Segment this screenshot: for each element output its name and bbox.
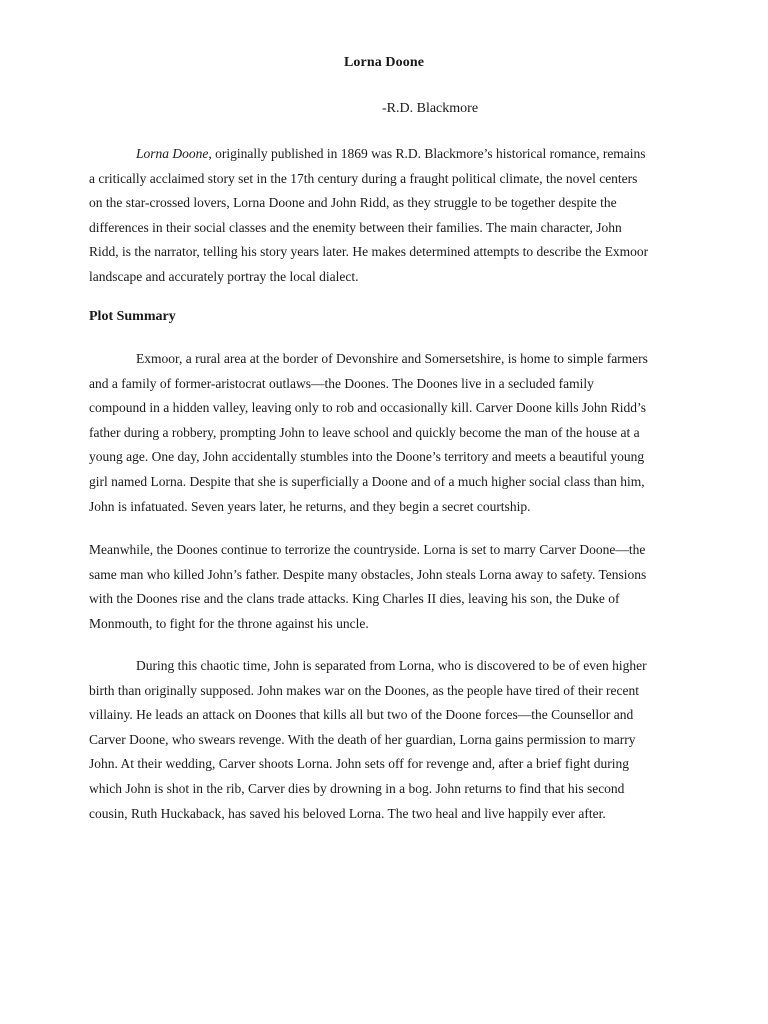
p1-line-2: and a family of former-aristocrat outlaws—the Doones. The Doones live in a secluded family	[89, 375, 594, 391]
p1-line-7: John is infatuated. Seven years later, he returns, and they begin a secret courtship.	[89, 498, 531, 514]
intro-line-2: a critically acclaimed story set in the 17th century during a fraught political climate, the novel centers	[89, 170, 638, 186]
document-author: -R.D. Blackmore	[382, 101, 479, 116]
intro-line-4: differences in their social classes and the enemity between their families. The main character, John	[89, 219, 622, 235]
p3-line-7: cousin, Ruth Huckaback, has saved his beloved Lorna. The two heal and live happily ever after.	[89, 805, 606, 821]
intro-line-3: on the star-crossed lovers, Lorna Doone and John Ridd, as they struggle to be together despite the	[89, 195, 617, 211]
p1-line-3: compound in a hidden valley, leaving only to rob and occasionally kill. Carver Doone kills John Ridd’s	[89, 400, 647, 416]
p1-line-1: Exmoor, a rural area at the border of Devonshire and Somersetshire, is home to simple farmers	[136, 351, 648, 366]
document-title: Lorna Doone	[343, 55, 425, 70]
intro-line-6: landscape and accurately portray the local dialect.	[89, 268, 359, 284]
p2-line-4: Monmouth, to fight for the throne against his uncle.	[89, 615, 369, 631]
intro-italic-title: Lorna Doone	[136, 146, 209, 161]
p3-line-6: which John is shot in the rib, Carver dies by drowning in a bog. John returns to find that his second	[89, 780, 625, 796]
p1-line-4: father during a robbery, prompting John to leave school and quickly become the man of the house at a	[89, 424, 640, 440]
p3-line-2: birth than originally supposed. John makes war on the Doones, as the people have tired of their recent	[89, 682, 639, 698]
p3-line-4: Carver Doone, who swears revenge. With the death of her guardian, Lorna gains permission to marry	[89, 731, 636, 747]
p2-line-3: with the Doones rise and the clans trade attacks. King Charles II dies, leaving his son, the Duke of	[89, 591, 620, 607]
intro-line-5: Ridd, is the narrator, telling his story years later. He makes determined attempts to describe the Exmoor	[89, 244, 649, 260]
p1-line-6: girl named Lorna. Despite that she is superficially a Doone and of a much higher social class than him,	[89, 473, 645, 489]
plot-paragraph-1	[89, 347, 689, 519]
p3-line-5: John. At their wedding, Carver shoots Lorna. John sets off for revenge and, after a brief fight during	[89, 756, 629, 772]
plot-paragraph-3	[89, 654, 689, 826]
p3-line-3: villainy. He leads an attack on Doones that kills all but two of the Doone forces—the Counsellor and	[89, 707, 634, 723]
section-heading-plot-summary: Plot Summary	[89, 309, 176, 324]
p2-line-1: Meanwhile, the Doones continue to terrorize the countryside. Lorna is set to marry Carver Doone—the	[89, 542, 646, 557]
intro-line-1: Lorna Doone, originally published in 1869 was R.D. Blackmore’s historical romance, remains	[136, 146, 646, 161]
plot-paragraph-2	[89, 538, 689, 636]
p3-line-1: During this chaotic time, John is separated from Lorna, who is discovered to be of even higher	[136, 658, 647, 673]
p1-line-5: young age. One day, John accidentally stumbles into the Doone’s territory and meets a beautiful young	[89, 449, 645, 465]
p2-line-2: same man who killed John’s father. Despite many obstacles, John steals Lorna away to safety. Tensions	[89, 566, 647, 582]
intro-paragraph	[89, 142, 689, 290]
